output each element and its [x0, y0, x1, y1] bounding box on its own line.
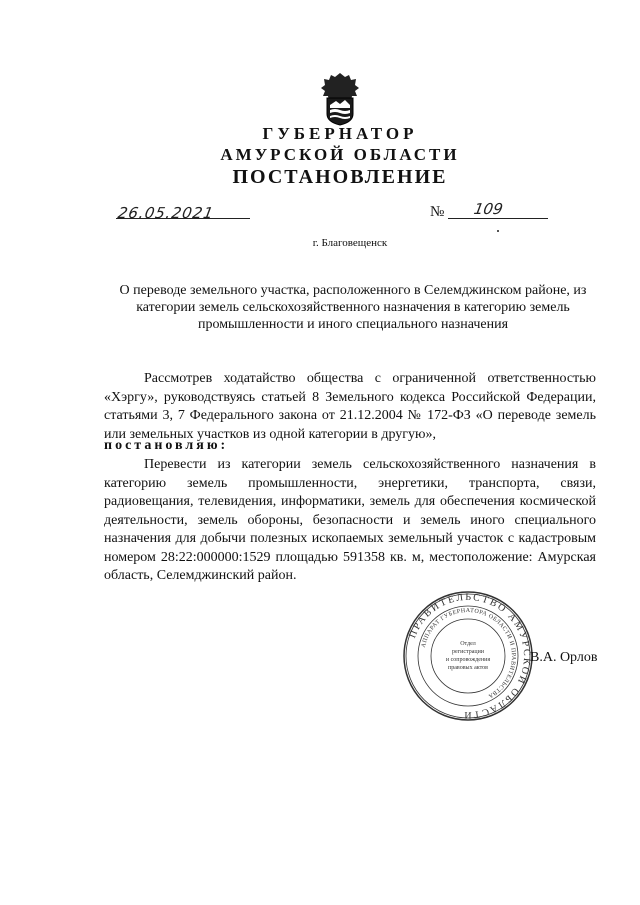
city-label: г. Благовещенск: [312, 237, 388, 249]
document-type-title: ПОСТАНОВЛЕНИЕ: [232, 166, 448, 188]
svg-text:и сопровождения: и сопровождения: [445, 657, 491, 663]
document-subject: О переводе земельного участка, расположенного в Селемджинском районе, из категории земель сельскохозяйственного назначения в категорию земель промышленности и иного специального назначения: [119, 283, 587, 332]
body-paragraph-2: Перевести из категории земель сельскохозяйственного назначения в категорию земель промышленности, энергетики, транспорта, связи, радиовещания, телевидения, информатики, земель для обеспечения космической деятельности, земель обороны, безопасности и земель иного специального назначения для добычи полезных ископаемых земельный участок с кадастровым номером 28:22:000000:1529 площадью 591358 кв. м, местоположение: Амурская область, Селемджинский район.: [104, 457, 596, 583]
svg-text:Отдел: Отдел: [460, 641, 476, 647]
document-date: 26.05.2021: [116, 204, 216, 222]
svg-text:ПРАВИТЕЛЬСТВО АМУРСКОЙ ОБЛАСТИ: ПРАВИТЕЛЬСТВО АМУРСКОЙ ОБЛАСТИ: [407, 591, 533, 721]
header-title-governor: ГУБЕРНАТОР: [262, 124, 418, 143]
number-label: №: [430, 204, 445, 220]
svg-text:АППАРАТ ГУБЕРНАТОРА ОБЛАСТИ И: АППАРАТ ГУБЕРНАТОРА ОБЛАСТИ И ПРАВИТЕЛЬСТВА: [420, 607, 517, 699]
document-number: 109: [472, 200, 505, 218]
svg-text:правовых актов: правовых актов: [448, 665, 488, 671]
coat-of-arms-icon: [318, 72, 362, 126]
svg-text:регистрации: регистрации: [452, 649, 484, 655]
header-title-region: АМУРСКОЙ ОБЛАСТИ: [220, 145, 460, 164]
decree-word: постановляю:: [104, 438, 229, 453]
date-underline: [116, 218, 250, 219]
body-paragraph-1: Рассмотрев ходатайство общества с ограниченной ответственностью «Хэргу», руководствуясь статьей 8 Земельного кодекса Российской Федерации, статьями 3, 7 Федерального закона от 21.12.2004 № 172-ФЗ «О переводе земель или земельных участков из одной категории в другую»,: [104, 371, 596, 442]
number-underline: [448, 218, 548, 219]
official-stamp-icon: [402, 590, 534, 722]
signatory-name: В.А. Орлов: [530, 650, 598, 665]
speck: [497, 230, 499, 232]
